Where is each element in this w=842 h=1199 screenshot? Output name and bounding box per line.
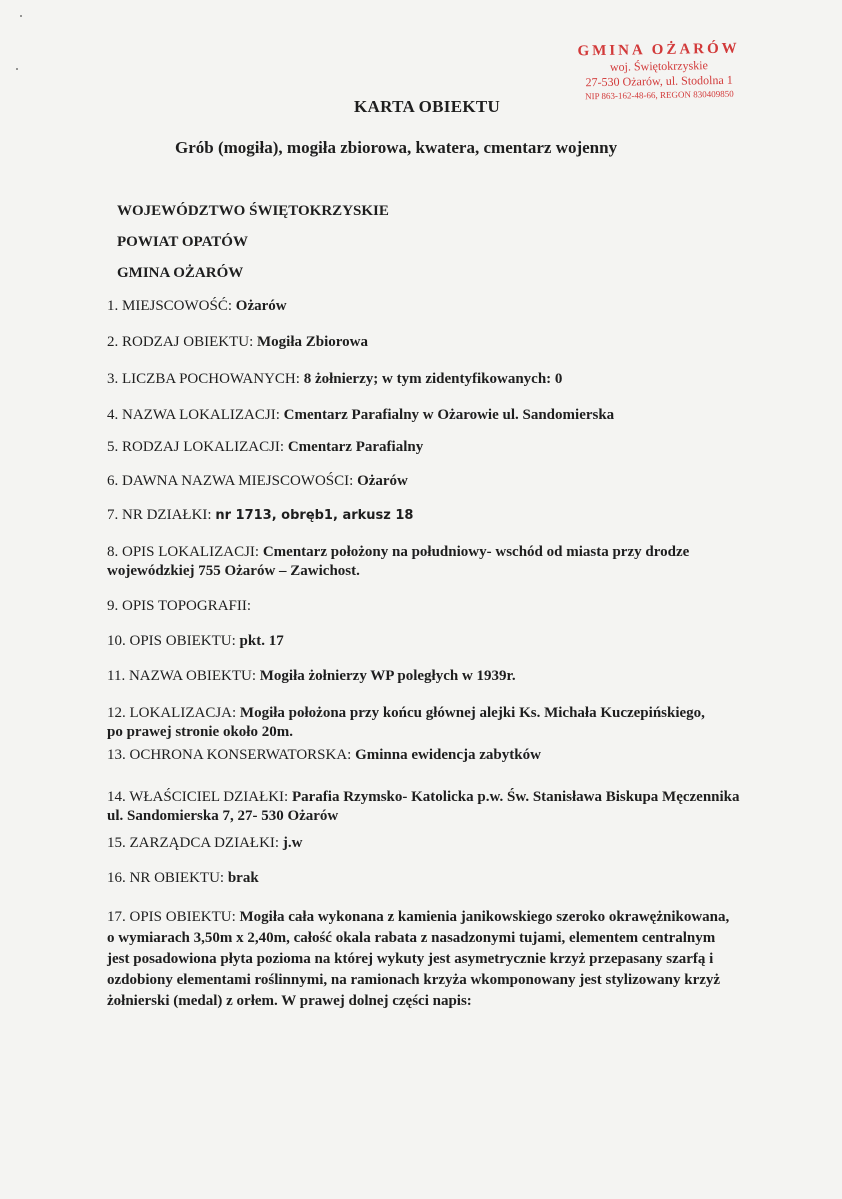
stamp-line-3: NIP 863-162-48-66, REGON 830409850 <box>584 88 734 102</box>
field-label: 8. OPIS LOKALIZACJI: <box>107 544 263 560</box>
field-value: Cmentarz położony na południowy- wschód od miasta przy drodze wojewódzkiej 755 Ożarów – Zawichost. <box>107 544 690 579</box>
field-value: Mogiła żołnierzy WP poległych w 1939r. <box>259 668 516 684</box>
field-label: 6. DAWNA NAZWA MIEJSCOWOŚCI: <box>107 473 358 489</box>
field-label: 10. OPIS OBIEKTU: <box>107 633 240 649</box>
field-former-name <box>107 472 737 491</box>
field-detailed-description <box>107 907 735 1012</box>
field-label: 7. NR DZIAŁKI: <box>107 507 216 523</box>
field-label: 2. RODZAJ OBIEKTU: <box>107 334 257 350</box>
field-label: 5. RODZAJ LOKALIZACJI: <box>107 439 288 455</box>
field-label: 13. OCHRONA KONSERWATORSKA: <box>107 747 356 763</box>
field-label: 15. ZARZĄDCA DZIAŁKI: <box>107 835 283 851</box>
field-value: Mogiła położona przy końcu głównej alejki Ks. Michała Kuczepińskiego, po prawej stronie około 20m. <box>107 705 705 740</box>
stamp-title: GMINA OŻARÓW <box>577 40 740 60</box>
field-value: Mogiła Zbiorowa <box>257 334 368 350</box>
stamp-line-2: 27-530 Ożarów, ul. Stodolna 1 <box>585 72 733 90</box>
scan-speck <box>16 68 18 70</box>
field-label: 12. LOKALIZACJA: <box>107 705 240 721</box>
office-stamp <box>554 40 765 103</box>
field-label: 3. LICZBA POCHOWANYCH: <box>107 371 304 387</box>
scan-speck <box>20 15 22 17</box>
field-locality <box>107 297 737 316</box>
field-label: 9. OPIS TOPOGRAFII: <box>107 598 252 614</box>
field-localization <box>107 704 707 742</box>
field-location-description <box>107 543 717 581</box>
field-value: 8 żołnierzy; w tym zidentyfikowanych: 0 <box>303 371 563 387</box>
field-label: 16. NR OBIEKTU: <box>107 870 228 886</box>
field-label: 1. MIEJSCOWOŚĆ: <box>107 298 236 314</box>
field-plot-manager <box>107 834 737 853</box>
voivodeship-heading: WOJEWÓDZTWO ŚWIĘTOKRZYSKIE <box>117 203 389 219</box>
field-topography <box>107 597 737 616</box>
field-plot-owner <box>107 788 747 826</box>
field-value: Gminna ewidencja zabytków <box>355 747 541 763</box>
field-value: Cmentarz Parafialny <box>287 439 424 455</box>
field-label: 17. OPIS OBIEKTU: <box>107 909 240 925</box>
field-value: pkt. 17 <box>239 633 284 649</box>
field-value: brak <box>227 870 259 886</box>
field-object-type <box>107 333 737 352</box>
document-subtitle: Grób (mogiła), mogiła zbiorowa, kwatera, cmentarz wojenny <box>175 138 618 157</box>
field-conservation-protection <box>107 746 737 765</box>
field-value: j.w <box>282 835 303 851</box>
field-plot-number <box>107 506 737 525</box>
field-value: Parafia Rzymsko- Katolicka p.w. Św. Stanisława Biskupa Męczennika ul. Sandomierska 7, 27- 530 Ożarów <box>107 789 740 824</box>
field-label: 11. NAZWA OBIEKTU: <box>107 668 260 684</box>
field-object-name <box>107 667 737 686</box>
field-object-number <box>107 869 737 888</box>
field-location-name <box>107 406 737 425</box>
field-value: Cmentarz Parafialny w Ożarowie ul. Sandomierska <box>283 407 615 423</box>
field-value: nr 1713, obręb1, arkusz 18 <box>215 508 414 523</box>
stamp-line-1: woj. Świętokrzyskie <box>609 58 709 74</box>
field-location-type <box>107 438 737 457</box>
county-heading: POWIAT OPATÓW <box>117 234 248 250</box>
document-title: KARTA OBIEKTU <box>354 97 501 116</box>
field-buried-count <box>107 370 737 389</box>
field-label: 14. WŁAŚCICIEL DZIAŁKI: <box>107 789 292 805</box>
field-value: Mogiła cała wykonana z kamienia janikowskiego szeroko okrawężnikowana, o wymiarach 3,50m x 2,40m, całość okala rabata z nasadzonymi tujami, elementem centralnym jest posadowiona płyta pozioma na której wykuty jest asymetrycznie krzyż przepasany szarfą i ozdobiony elementami roślinnymi, na ramionach krzyża wkomponowany jest stylizowany krzyż żołnierski (medal) z orłem. W prawej dolnej części napis: <box>107 909 730 1009</box>
field-label: 4. NAZWA LOKALIZACJI: <box>107 407 284 423</box>
field-value: Ożarów <box>357 473 408 489</box>
field-value: Ożarów <box>235 298 287 314</box>
field-object-description-ref <box>107 632 737 651</box>
commune-heading: GMINA OŻARÓW <box>117 265 244 281</box>
